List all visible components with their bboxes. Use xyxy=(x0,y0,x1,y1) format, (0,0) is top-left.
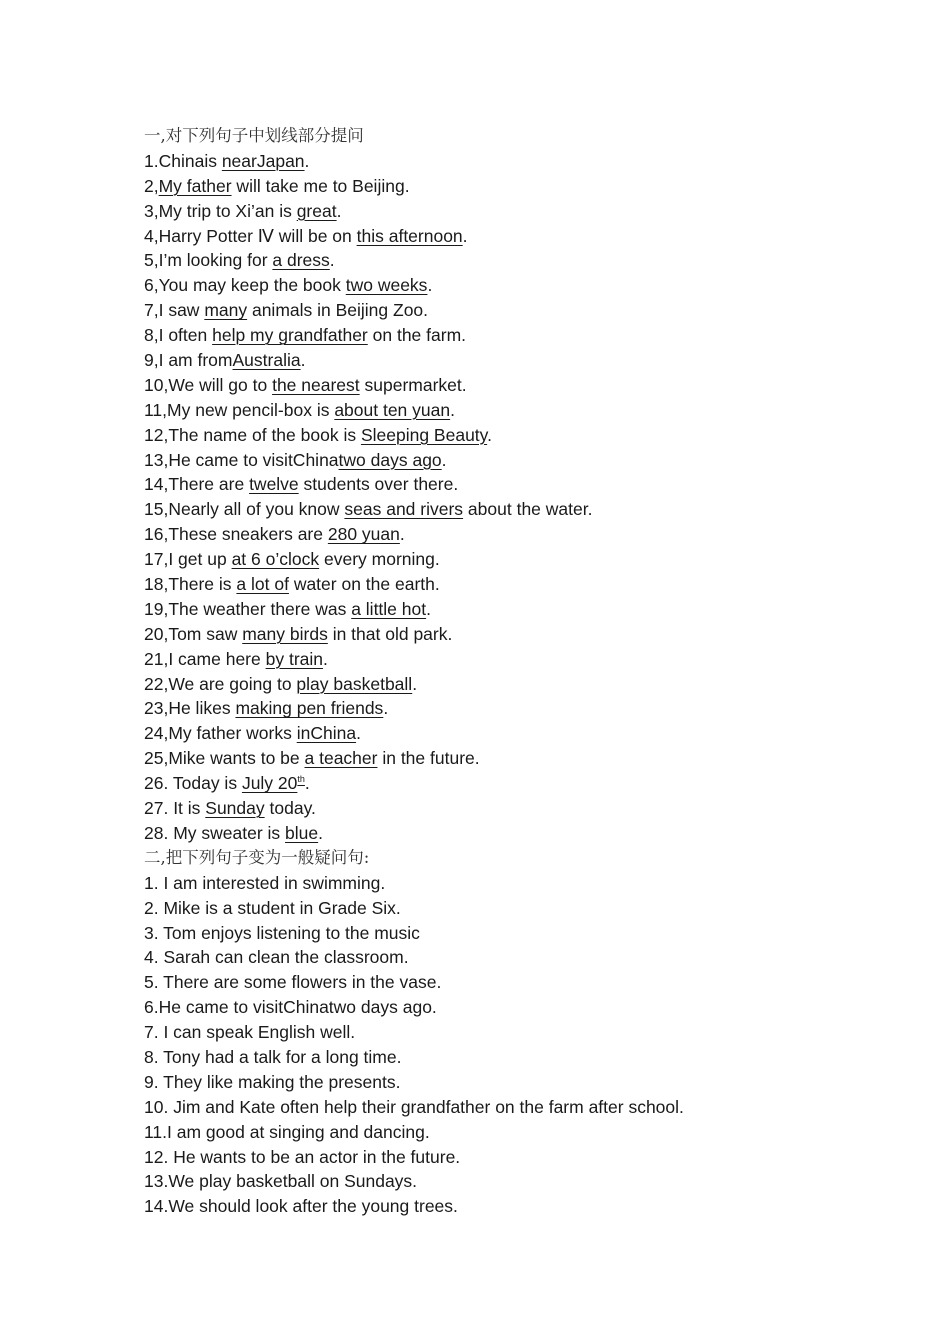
underlined-phrase: many xyxy=(204,300,248,321)
sentence-text: water on the earth. xyxy=(288,574,440,595)
sentence-text: 19,The weather there was xyxy=(144,598,352,619)
sentence-text: supermarket. xyxy=(359,374,467,395)
sentence-text: about the water. xyxy=(463,499,593,520)
transform-sentence: 3. Tom enjoys listening to the music xyxy=(144,922,420,943)
sentence-text: 15,Nearly all of you know xyxy=(144,499,345,520)
transform-sentence: 2. Mike is a student in Grade Six. xyxy=(144,897,401,918)
underlined-phrase: at 6 o’clock xyxy=(231,549,320,570)
sentence-text: 4,Harry Potter Ⅳ will be on xyxy=(144,225,357,246)
question-sentence xyxy=(144,174,924,199)
question-sentence xyxy=(144,323,924,348)
sentence-text: 3,My trip to Xi’an is xyxy=(144,200,297,221)
sentence-text: . xyxy=(356,723,361,744)
question-sentence xyxy=(144,771,924,796)
transform-sentence: 1. I am interested in swimming. xyxy=(144,872,386,893)
sentence-text: . xyxy=(462,225,468,246)
underlined-phrase: many birds xyxy=(242,623,328,644)
sentence-text: . xyxy=(487,424,492,445)
sentence-text: 17,I get up xyxy=(144,549,232,570)
sentence-text: . xyxy=(450,399,455,420)
question-sentence xyxy=(144,821,924,846)
sentence-text: 16,These sneakers are xyxy=(144,524,328,545)
question-sentence xyxy=(144,224,924,249)
underlined-phrase: a teacher xyxy=(304,748,378,769)
question-sentence xyxy=(144,721,924,746)
question-sentence xyxy=(144,597,924,622)
transform-sentence: 7. I can speak English well. xyxy=(144,1022,356,1043)
sentence-text: . xyxy=(399,524,405,545)
underlined-phrase: Australia xyxy=(232,350,301,371)
sentence-text: in the future. xyxy=(377,748,480,769)
question-sentence xyxy=(144,796,924,821)
sentence-text: students over there. xyxy=(298,474,459,495)
sentence-text: 26. Today is xyxy=(144,773,242,794)
sentence-text: . xyxy=(412,673,418,694)
sentence-text: . xyxy=(318,822,323,843)
section-1-heading: 一,对下列句子中划线部分提问 xyxy=(144,126,364,145)
underlined-phrase: a lot of xyxy=(236,574,289,595)
question-sentence xyxy=(144,647,924,672)
sentence-text: 14,There are xyxy=(144,474,250,495)
sentence-text: . xyxy=(300,350,306,371)
underlined-phrase: making pen friends xyxy=(235,698,384,719)
sentence-text: 22,We are going to xyxy=(144,673,297,694)
transform-sentence: 10. Jim and Kate often help their grandfather on the farm after school. xyxy=(144,1096,684,1117)
underlined-phrase: blue xyxy=(285,822,319,843)
sentence-text: 11,My new pencil-box is xyxy=(144,399,335,420)
sentence-text: 21,I came here xyxy=(144,648,266,669)
transform-sentence: 11.I am good at singing and dancing. xyxy=(144,1121,430,1142)
underlined-phrase: a little hot xyxy=(351,598,427,619)
sentence-text: 23,He likes xyxy=(144,698,236,719)
sentence-text: on the farm. xyxy=(367,325,467,346)
question-sentence xyxy=(144,298,924,323)
sentence-text: 6,You may keep the book xyxy=(144,275,346,296)
underlined-phrase: the nearest xyxy=(272,374,360,395)
sentence-text: 10,We will go to xyxy=(144,374,273,395)
question-sentence xyxy=(144,472,924,497)
question-sentence xyxy=(144,672,924,697)
underlined-phrase: inChina xyxy=(296,723,357,744)
transform-sentence: 12. He wants to be an actor in the future. xyxy=(144,1146,461,1167)
sentence-text: . xyxy=(441,449,447,470)
underlined-phrase: twelve xyxy=(249,474,299,495)
underlined-phrase: help my grandfather xyxy=(212,325,368,346)
sentence-text: . xyxy=(427,275,433,296)
sentence-text: . xyxy=(304,150,310,171)
sentence-text: 7,I saw xyxy=(144,300,205,321)
underlined-phrase: Sunday xyxy=(205,798,265,819)
sentence-text: . xyxy=(336,200,342,221)
question-sentence xyxy=(144,448,924,473)
sentence-text: . xyxy=(304,773,310,794)
underlined-phrase: play basketball xyxy=(296,673,413,694)
sentence-text: 12,The name of the book is xyxy=(144,424,361,445)
sentence-text: . xyxy=(383,698,389,719)
sentence-text: 13,He came to visitChina xyxy=(144,449,339,470)
sentence-text: . xyxy=(426,598,431,619)
sentence-text: 25,Mike wants to be xyxy=(144,748,305,769)
transform-sentence: 13.We play basketball on Sundays. xyxy=(144,1171,418,1192)
question-sentence xyxy=(144,423,924,448)
underlined-phrase: about ten yuan xyxy=(334,399,451,420)
section-2-heading: 二,把下列句子变为一般疑问句: xyxy=(144,847,370,867)
underlined-phrase: July 20 xyxy=(241,773,298,794)
question-sentence xyxy=(144,696,924,721)
question-sentence xyxy=(144,149,924,174)
question-sentence xyxy=(144,199,924,224)
sentence-text: 5,I’m looking for xyxy=(144,250,273,271)
underlined-phrase: great xyxy=(296,200,337,221)
question-sentence xyxy=(144,547,924,572)
transform-sentence: 9. They like making the presents. xyxy=(144,1071,401,1092)
question-sentence xyxy=(144,348,924,373)
document-body xyxy=(144,124,924,1219)
section-2-list xyxy=(144,871,924,1219)
question-sentence xyxy=(144,398,924,423)
sentence-text: 1.Chinais xyxy=(144,150,222,171)
transform-sentence: 4. Sarah can clean the classroom. xyxy=(144,947,409,968)
question-sentence xyxy=(144,248,924,273)
sentence-text: today. xyxy=(264,798,316,819)
underlined-phrase: two weeks xyxy=(345,275,428,296)
underlined-phrase: seas and rivers xyxy=(344,499,464,520)
sentence-text: 8,I often xyxy=(144,325,213,346)
underlined-phrase: by train xyxy=(265,648,323,669)
sentence-text: 27. It is xyxy=(144,798,206,819)
sentence-text: in that old park. xyxy=(327,623,453,644)
underlined-phrase: 280 yuan xyxy=(327,524,400,545)
underlined-phrase: this afternoon xyxy=(356,225,463,246)
underlined-phrase: nearJapan xyxy=(221,150,305,171)
question-sentence xyxy=(144,273,924,298)
section-1-list xyxy=(144,149,924,846)
sentence-text: 24,My father works xyxy=(144,723,297,744)
transform-sentence: 8. Tony had a talk for a long time. xyxy=(144,1046,402,1067)
underlined-phrase: a dress xyxy=(272,250,330,271)
transform-sentence: 5. There are some flowers in the vase. xyxy=(144,972,442,993)
underlined-phrase: th xyxy=(297,774,305,785)
sentence-text: 9,I am from xyxy=(144,350,233,371)
sentence-text: 18,There is xyxy=(144,574,237,595)
underlined-phrase: My father xyxy=(158,175,232,196)
question-sentence xyxy=(144,522,924,547)
underlined-phrase: two days ago xyxy=(338,449,442,470)
question-sentence xyxy=(144,497,924,522)
sentence-text: will take me to Beijing. xyxy=(231,175,410,196)
question-sentence xyxy=(144,622,924,647)
question-sentence xyxy=(144,746,924,771)
question-sentence xyxy=(144,373,924,398)
question-sentence xyxy=(144,572,924,597)
transform-sentence: 6.He came to visitChinatwo days ago. xyxy=(144,997,437,1018)
sentence-text: . xyxy=(323,648,328,669)
sentence-text: . xyxy=(329,250,335,271)
transform-sentence: 14.We should look after the young trees. xyxy=(144,1196,458,1217)
sentence-text: 28. My sweater is xyxy=(144,822,286,843)
sentence-text: 2, xyxy=(144,175,159,196)
sentence-text: every morning. xyxy=(319,549,440,570)
sentence-text: animals in Beijing Zoo. xyxy=(247,300,429,321)
underlined-phrase: Sleeping Beauty xyxy=(360,424,488,445)
sentence-text: 20,Tom saw xyxy=(144,623,243,644)
